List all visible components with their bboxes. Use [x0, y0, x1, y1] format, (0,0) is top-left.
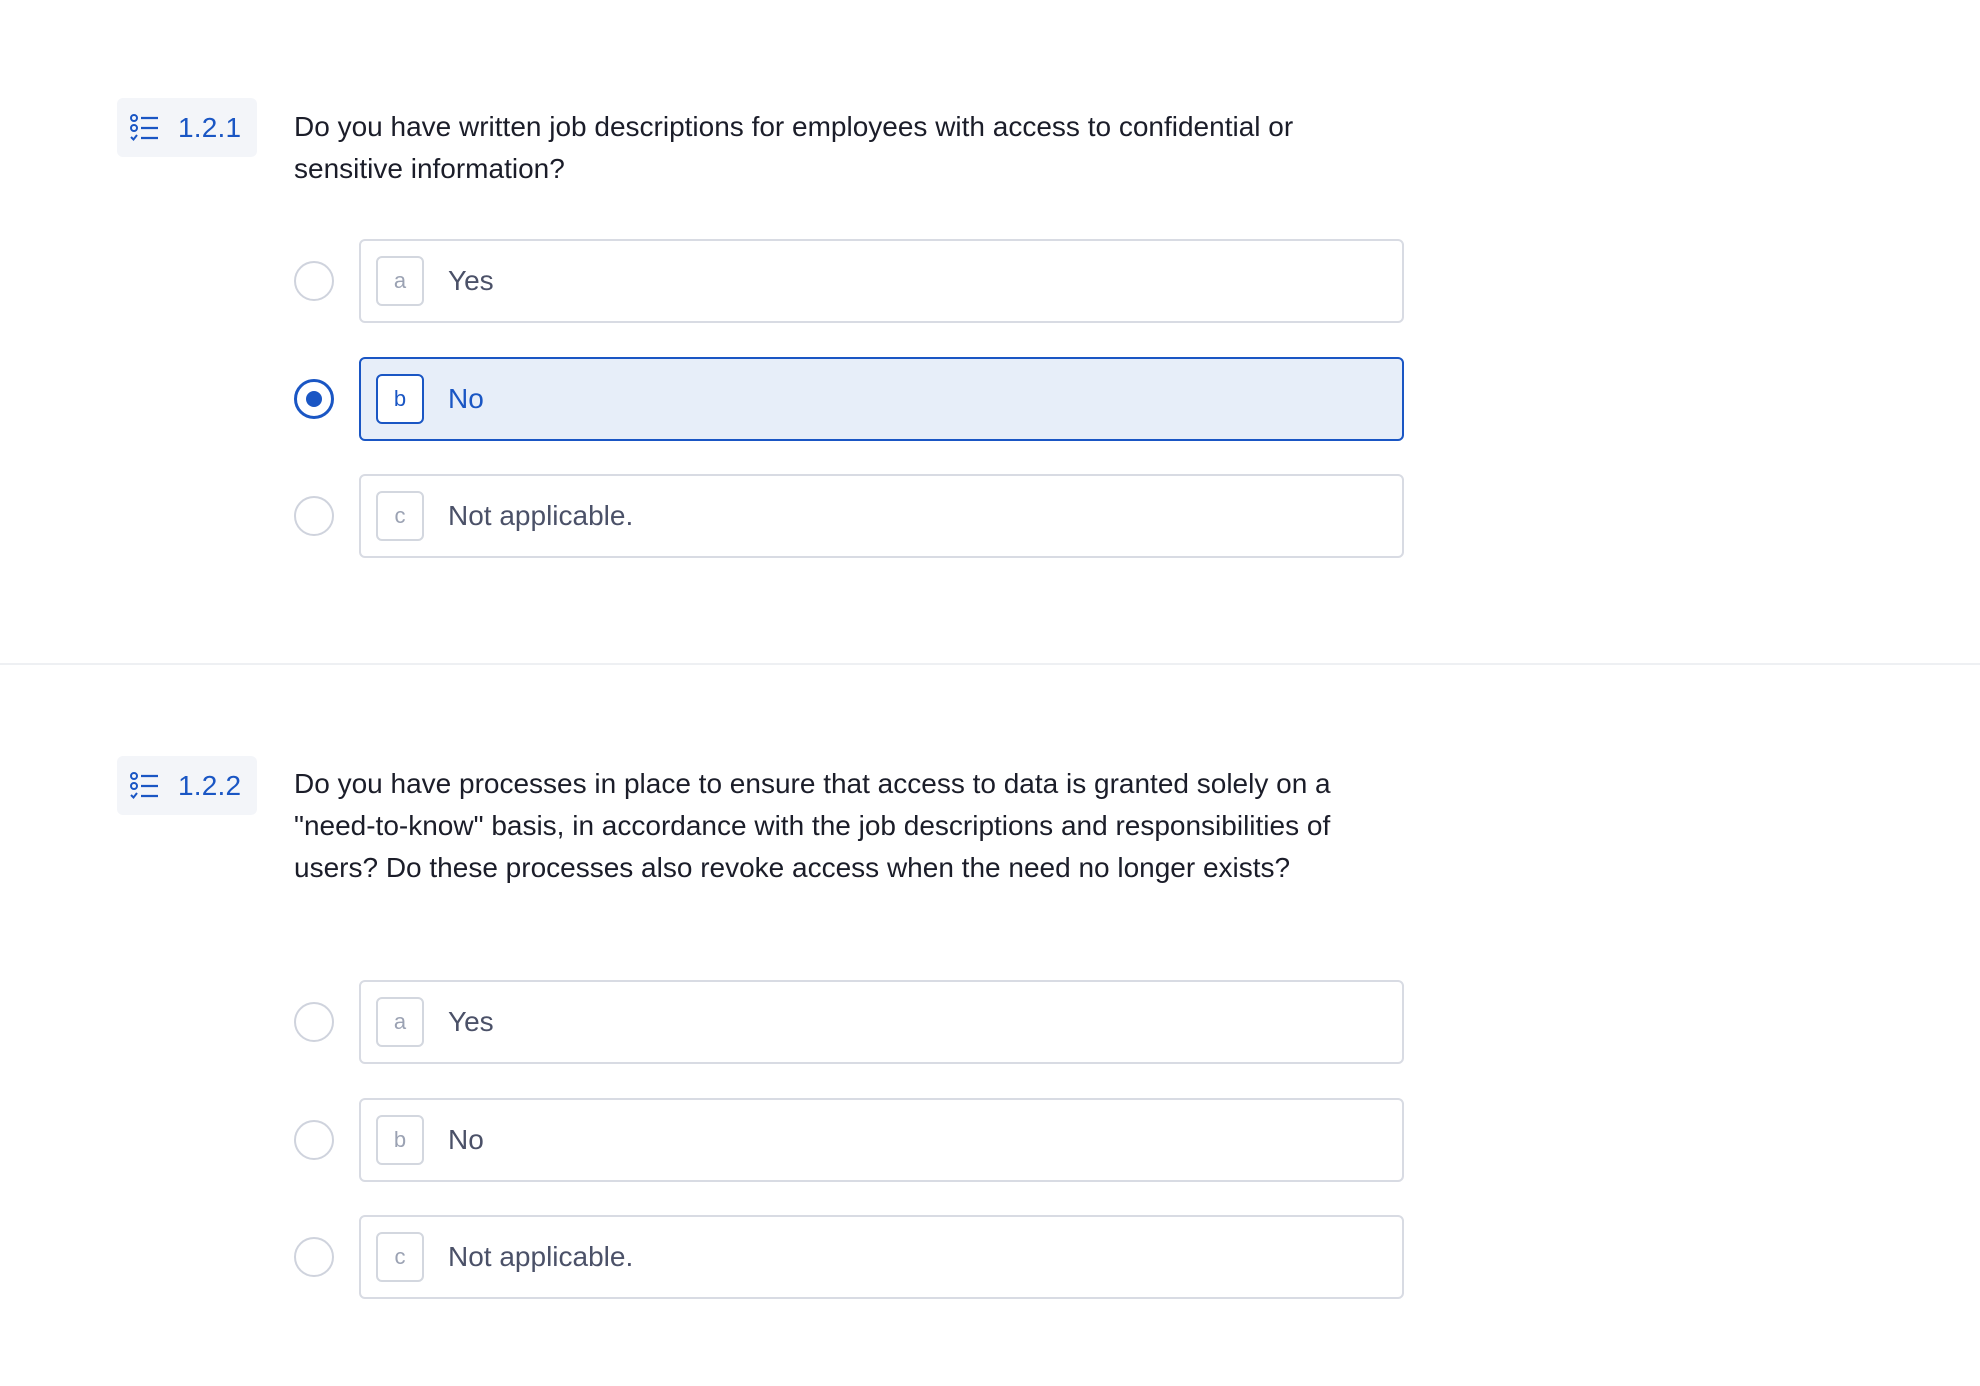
checklist-icon — [128, 769, 162, 803]
option-label: Yes — [448, 265, 494, 296]
option-row-a — [0, 980, 1980, 1064]
question-text: Do you have written job descriptions for employees with access to confidential or sensitive information? — [294, 111, 1294, 184]
option-a-radio[interactable] — [294, 261, 334, 301]
option-key: b — [376, 374, 424, 424]
question-number: 1.2.2 — [178, 769, 242, 801]
option-key: a — [376, 256, 424, 306]
question-number-badge — [117, 756, 257, 815]
option-b-button[interactable] — [359, 1098, 1404, 1182]
option-b-radio[interactable] — [294, 1120, 334, 1160]
option-row-c — [0, 474, 1980, 558]
option-label: Not applicable. — [448, 1241, 634, 1272]
option-key: b — [376, 1115, 424, 1165]
option-label: Not applicable. — [448, 500, 634, 531]
option-a-radio[interactable] — [294, 1002, 334, 1042]
option-row-b — [0, 357, 1980, 441]
option-key: c — [376, 1232, 424, 1282]
checklist-icon — [128, 111, 162, 145]
option-c-radio[interactable] — [294, 496, 334, 536]
option-row-b — [0, 1098, 1980, 1182]
option-row-c — [0, 1215, 1980, 1299]
option-c-button[interactable] — [359, 474, 1404, 558]
option-row-a — [0, 239, 1980, 323]
question-number: 1.2.1 — [178, 111, 242, 143]
option-label: No — [448, 383, 484, 414]
question-text: Do you have processes in place to ensure that access to data is granted solely on a "need-to-know" basis, in accordance with the job descriptions and responsibilities of users? Do these processes also revoke access when the need no longer exists? — [294, 768, 1331, 883]
option-c-radio[interactable] — [294, 1237, 334, 1277]
question-number-badge — [117, 98, 257, 157]
option-a-button[interactable] — [359, 980, 1404, 1064]
option-b-button[interactable] — [359, 357, 1404, 441]
option-a-button[interactable] — [359, 239, 1404, 323]
option-key: c — [376, 491, 424, 541]
option-key: a — [376, 997, 424, 1047]
option-c-button[interactable] — [359, 1215, 1404, 1299]
option-b-radio[interactable] — [294, 379, 334, 419]
option-label: No — [448, 1124, 484, 1155]
option-label: Yes — [448, 1006, 494, 1037]
section-divider — [0, 663, 1980, 665]
